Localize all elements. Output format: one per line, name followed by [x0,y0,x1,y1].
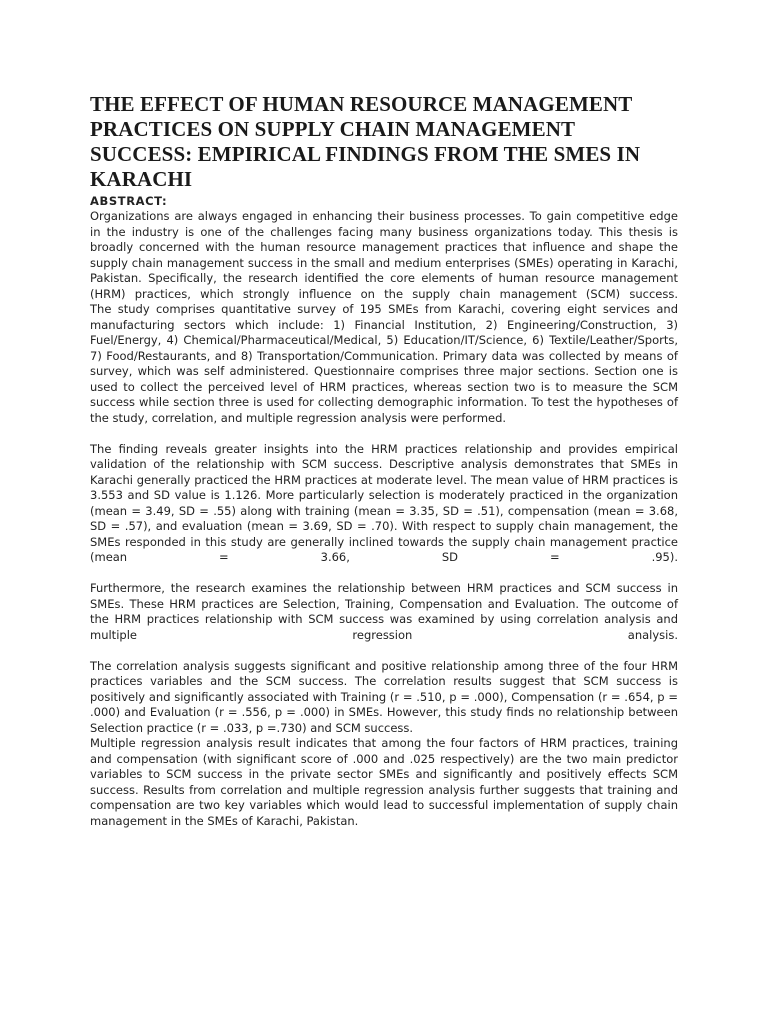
abstract-paragraph-1: Organizations are always engaged in enhancing their business processes. To gain competitive edge in the industry is one of the challenges facing many business organizations today. This thesis is broadly concerned with the human resource management practices that influence and shape the supply chain management success in the small and medium enterprises (SMEs) operating in Karachi, Pakistan. Specifically, the research identified the core elements of human resource management (HRM) practices, which strongly influence on the supply chain management (SCM) success. [90,209,678,301]
abstract-paragraph-5: The correlation analysis suggests significant and positive relationship among three of the four HRM practices variables and the SCM success. The correlation results suggest that SCM success is positively and significantly associated with Training (r = .510, p = .000), Compensation (r = .654, p = .000) and Evaluation (r = .556, p = .000) in SMEs. However, this study finds no relationship between Selection practice (r = .033, p =.730) and SCM success. [90,658,678,735]
abstract-paragraph-6: Multiple regression analysis result indicates that among the four factors of HRM practices, training and compensation (with significant score of .000 and .025 respectively) are the two main predictor variables to SCM success in the private sector SMEs and significantly and positively effects SCM success. Results from correlation and multiple regression analysis further suggests that training and compensation are two key variables which would lead to successful implementation of supply chain management in the SMEs of Karachi, Pakistan. [90,736,678,828]
abstract-paragraph-2: The study comprises quantitative survey of 195 SMEs from Karachi, covering eight services and manufacturing sectors which include: 1) Financial Institution, 2) Engineering/Construction, 3) Fuel/Energy, 4) Chemical/Pharmaceutical/Medical, 5) Education/IT/Science, 6) Textile/Leather/Sports, 7) Food/Restaurants, and 8) Transportation/Communication. Primary data was collected by means of survey, which was self administered. Questionnaire comprises three major sections. Section one is used to collect the perceived level of HRM practices, whereas section two is to measure the SCM success while section three is used for collecting demographic information. To test the hypotheses of the study, correlation, and multiple regression analysis were performed. [90,302,678,425]
document-title: THE EFFECT OF HUMAN RESOURCE MANAGEMENT PRACTICES ON SUPPLY CHAIN MANAGEMENT SUCCESS: EMPIRICAL FINDINGS FROM THE SMES IN KARACHI [90,92,641,191]
document-page [90,92,678,829]
abstract-paragraph-4: Furthermore, the research examines the relationship between HRM practices and SCM success in SMEs. These HRM practices are Selection, Training, Compensation and Evaluation. The outcome of the HRM practices relationship with SCM success was examined by using correlation analysis and multiple regression analysis. [90,581,678,642]
abstract-heading: ABSTRACT: [90,194,168,208]
abstract-paragraph-3: The finding reveals greater insights into the HRM practices relationship and provides empirical validation of the relationship with SCM success. Descriptive analysis demonstrates that SMEs in Karachi generally practiced the HRM practices at moderate level. The mean value of HRM practices is 3.553 and SD value is 1.126. More particularly selection is moderately practiced in the organization (mean = 3.49, SD = .55) along with training (mean = 3.35, SD = .51), compensation (mean = 3.68, SD = .57), and evaluation (mean = 3.69, SD = .70). With respect to supply chain management, the SMEs responded in this study are generally inclined towards the supply chain management practice (mean = 3.66, SD = .95). [90,441,678,564]
